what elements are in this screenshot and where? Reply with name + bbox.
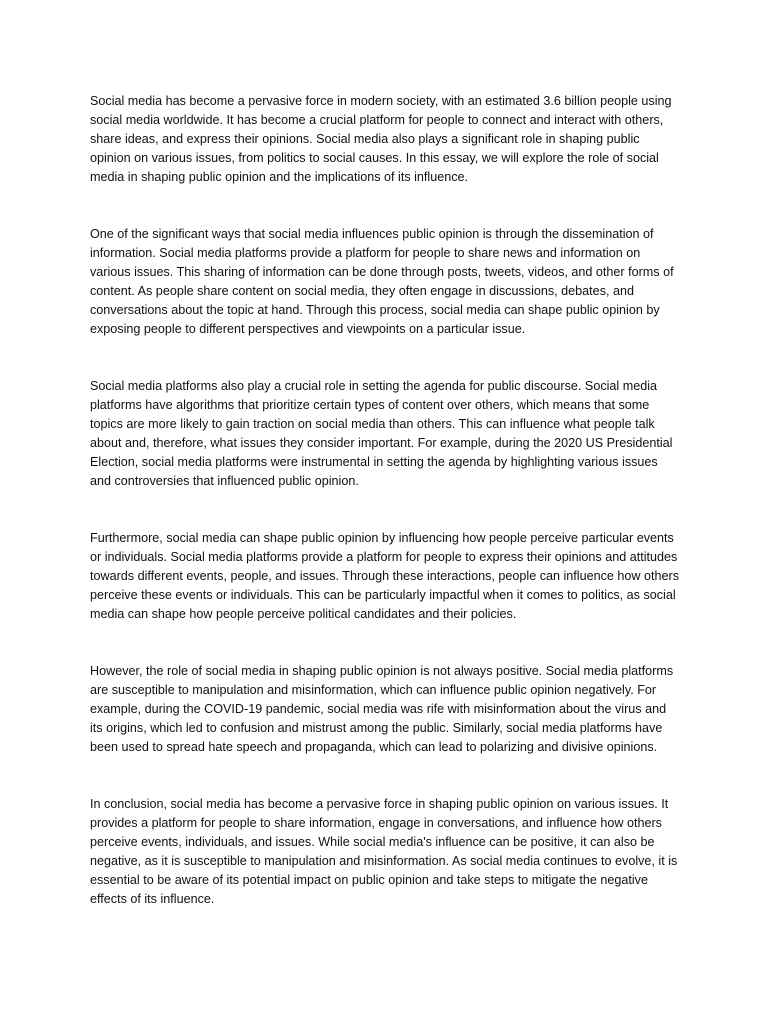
paragraph-agenda-setting: Social media platforms also play a crucial role in setting the agenda for public discourse. Social media platforms have algorithms that prioritize certain types of content over others, which means that some topics are more likely to gain traction on social media than others. This can influence what people talk about and, therefore, what issues they consider important. For example, during the 2020 US Presidential Election, social media platforms were instrumental in setting the agenda by highlighting various issues and controversies that influenced public opinion. xyxy=(90,379,673,488)
document-body xyxy=(90,92,682,909)
paragraph-negative-effects: However, the role of social media in shaping public opinion is not always positive. Social media platforms are susceptible to manipulation and misinformation, which can influence public opinion negatively. For example, during the COVID-19 pandemic, social media was rife with misinformation about the virus and its origins, which led to confusion and mistrust among the public. Similarly, social media platforms have been used to spread hate speech and propaganda, which can lead to polarizing and divisive opinions. xyxy=(90,664,674,754)
paragraph-perception: Furthermore, social media can shape public opinion by influencing how people perceive particular events or individuals. Social media platforms provide a platform for people to express their opinions and attitudes towards different events, people, and issues. Through these interactions, people can influence how others perceive these events or individuals. This can be particularly impactful when it comes to politics, as social media can shape how people perceive political candidates and their policies. xyxy=(90,531,680,621)
paragraph-conclusion: In conclusion, social media has become a pervasive force in shaping public opinion on various issues. It provides a platform for people to share information, engage in conversations, and influence how others perceive events, individuals, and issues. While social media's influence can be positive, it can also be negative, as it is susceptible to manipulation and misinformation. As social media continues to evolve, it is essential to be aware of its potential impact on public opinion and take steps to mitigate the negative effects of its influence. xyxy=(90,797,678,906)
paragraph-intro: Social media has become a pervasive force in modern society, with an estimated 3.6 billion people using social media worldwide. It has become a crucial platform for people to connect and interact with others, share ideas, and express their opinions. Social media also plays a significant role in shaping public opinion on various issues, from politics to social causes. In this essay, we will explore the role of social media in shaping public opinion and the implications of its influence. xyxy=(90,94,672,184)
paragraph-information-dissemination: One of the significant ways that social media influences public opinion is through the dissemination of information. Social media platforms provide a platform for people to share news and information on various issues. This sharing of information can be done through posts, tweets, videos, and other forms of content. As people share content on social media, they often engage in discussions, debates, and conversations about the topic at hand. Through this process, social media can shape public opinion by exposing people to different perspectives and viewpoints on a particular issue. xyxy=(90,227,674,336)
